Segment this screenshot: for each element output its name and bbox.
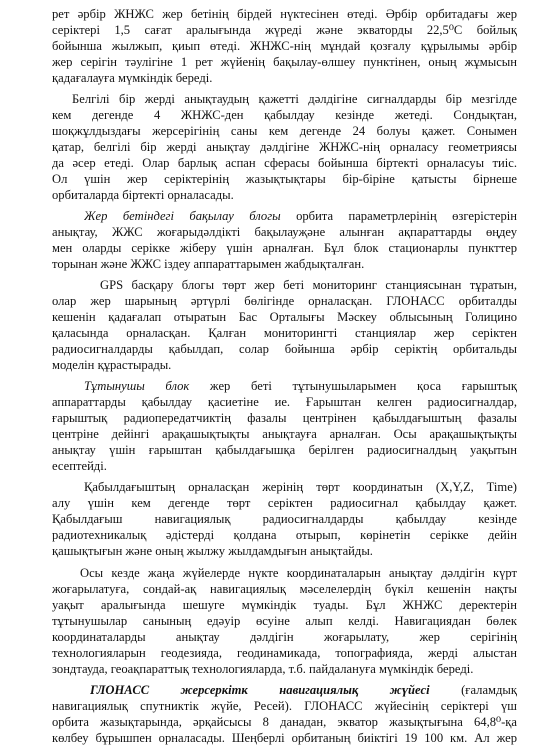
paragraph-first-line: Белгілі бір жерді анықтаудың қажетті дәлдігіне сигналдарды бір мезгілде	[72, 92, 517, 106]
text-line: көлбеу бұрышпен орналасады. Шеңберлі орбитаның биіктігі 19 100 км. Ал жер	[52, 731, 517, 745]
text-line: навигациялық спутниктік жүйе, Ресей). ГЛОНАСС жүйесінің серіктері үш	[52, 699, 517, 713]
paragraph-first-line	[84, 209, 517, 225]
paragraph-first-line	[84, 379, 517, 395]
text-line: ғарыштық радиопередатчиктің фазалы центрінен қабылдағыштың фазалы	[52, 411, 517, 425]
text-line: координаталарды анықтау дәлдігін жоғарылату, жер серігінің	[52, 630, 517, 644]
text-line: Ол үшін жер серіктерінің жазықтықтары бір-біріне қатысты бірнеше	[52, 172, 517, 186]
text-line: бойынша жылжып, қиып өтеді. ЖНЖС-нің мұндай қозғалу құрылымы әрбір	[52, 39, 517, 53]
text-run: орбита параметрлерінің өзгерістерін	[280, 209, 517, 223]
text-line: орбита жазықтарында, әрқайсысы 8 данадан, экватор жазықтығына 64,8⁰-қа	[52, 715, 517, 729]
italic-term: Тұтынушы блок	[84, 379, 190, 393]
italic-term: Жер бетіндегі бақылау блогы	[84, 209, 281, 223]
text-line: моделін құрастырады.	[52, 358, 172, 372]
text-line: қатар, белгілі бір жерді анықтау дәлдігіне ЖНЖС-нің орналасу геометриясы	[52, 140, 517, 154]
text-line: аппараттарды қабылдау қасиетіне ие. Ғарыштан келген радиосигналдар,	[52, 395, 517, 409]
paragraph-first-line: Осы кезде жаңа жүйелерде нүкте координаталарын анықтау дәлдігін күрт	[80, 566, 517, 580]
text-line: алу үшін кем дегенде төрт серіктен радиосигнал қабылдау қажет.	[52, 496, 517, 510]
text-line: қашықтығын және оның жылжу жылдамдығын анықтайды.	[52, 544, 373, 558]
text-line: серіктері 1,5 сағат аралығында жүреді және экваторды 22,5⁰С бойлық	[52, 23, 517, 37]
text-line: кем дегенде 4 ЖНЖС-ден қабылдау кезінде жетеді. Сондықтан,	[52, 108, 517, 122]
text-line: радиотехникалық әдістерді қолдана отырып, көрінетін серікке дейін	[52, 528, 517, 542]
bold-italic-term: ГЛОНАСС жерсеркітк навигациялық жүйесі	[90, 683, 430, 697]
text-line: торынан және ЖЖС іздеу аппараттарымен жабдықталған.	[52, 257, 365, 271]
text-line: уақыт аралығында шешуге мүмкіндік туады. Бұл ЖНЖС деректерін	[52, 598, 517, 612]
text-line: мен оларды серікке жіберу үшін арналған. Бұл блок стационарлы пункттер	[52, 241, 517, 255]
text-line: қаласында орналасқан. Қалған мониторингті станциялар жер серіктен	[52, 326, 517, 340]
text-line: радиосигналдарды қабылдап, солар бойынша әрбір серіктің орбитальды	[52, 342, 517, 356]
text-line: жер серігін тәулігіне 1 рет жүйенің бақылау-өлшеу пунктінен, оның жұмысын	[52, 55, 517, 69]
text-line: центріне дейінгі арақашықтықты анықтауға арналған. Осы арақашықтықты	[52, 427, 517, 441]
text-line: шоқжұлдыздағы жерсерігінің саны кем дегенде 24 болуы қажет. Сонымен	[52, 124, 517, 138]
paragraph-first-line: Қабылдағыштың орналасқан жерінің төрт координатын (X,Y,Z, Time)	[84, 480, 517, 494]
text-line: қадағалауға мүмкіндік береді.	[52, 71, 213, 85]
text-line: да әсер етеді. Олар барлық аспан сферасы бойынша біртекті орналасуы тиіс.	[52, 156, 517, 170]
text-run: жер беті тұтынушыларымен қоса ғарыштық	[189, 379, 517, 393]
text-line: орбиталарда біртекті орналасады.	[52, 188, 234, 202]
paragraph-first-line	[90, 683, 517, 699]
text-line: Қабылдағыш навигациялық радиосигналдарды қабылдау кезінде	[52, 512, 517, 526]
text-line: олар жер шарының әртүрлі бөлігінде орналасқан. ГЛОНАСС орбиталды	[52, 294, 517, 308]
text-line: технологияларын геодезияда, геодинамикада, топографияда, жерді алыстан	[52, 646, 517, 660]
text-line: анықтау, ЖЖС жоғарыдәлдікті бақылауҗәне алынған ақпараттарды өңдеу	[52, 225, 517, 239]
text-line: есептейді.	[52, 459, 107, 473]
paragraph-first-line: GPS басқару блогы төрт жер беті мониторинг станциясынан тұратын,	[100, 278, 517, 292]
text-line: рет әрбір ЖНЖС жер бетінің бірдей нүктесінен өтеді. Әрбір орбитадағы жер	[52, 7, 517, 21]
text-line: кешенін қадағалап отыратын Бас Орталығы Мәскеу облысының Голицино	[52, 310, 517, 324]
text-line: анықтау үшін ғарыштан қабылдағышқа берілген радиосигналдың уақытын	[52, 443, 517, 457]
text-line: зондтауда, геоақпараттық технологияларда, т.б. пайдалануға мүмкіндік береді.	[52, 662, 474, 676]
text-line: тұтынушылар санының едәуір өсуіне алып келді. Навигациядан бөлек	[52, 614, 517, 628]
text-run: (ғаламдық	[429, 683, 517, 697]
text-line: жоғарылатуға, сондай-ақ навигациялық мәселелердің бүкіл кешенін нақты	[52, 582, 517, 596]
